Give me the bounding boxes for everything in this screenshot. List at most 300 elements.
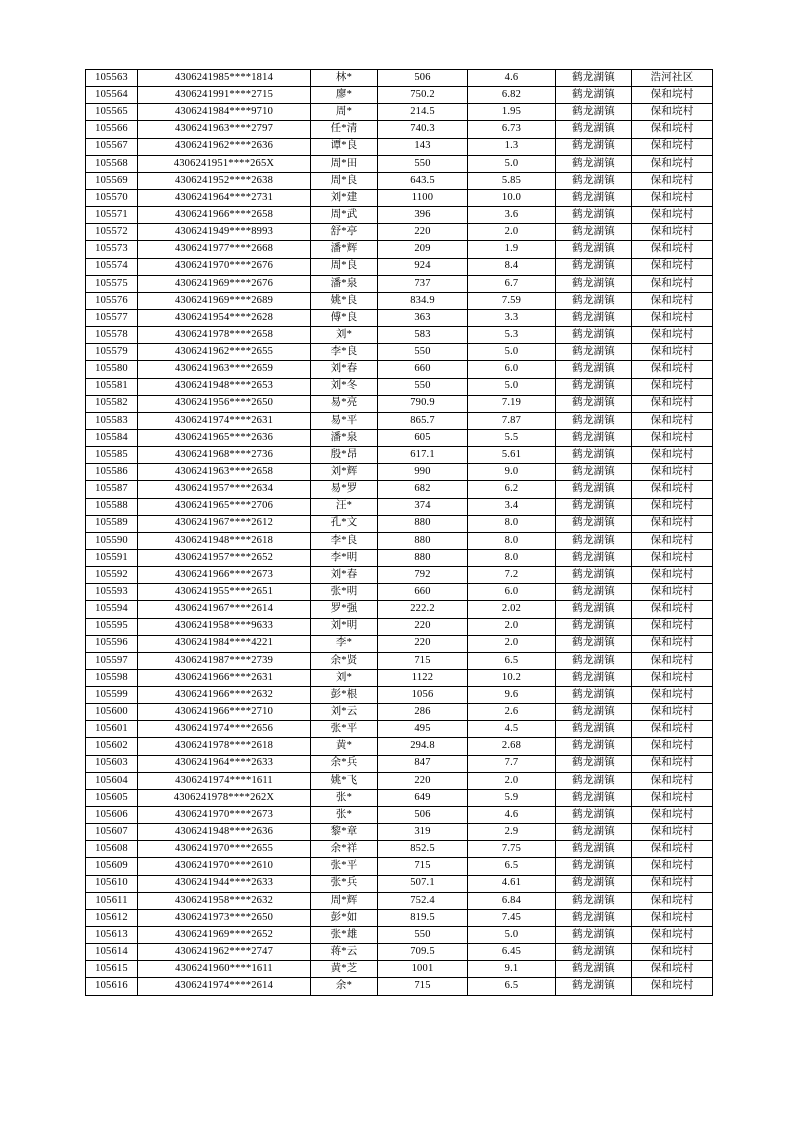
cell-town: 鹤龙湖镇: [556, 241, 632, 258]
cell-amount: 740.3: [378, 121, 468, 138]
cell-id-number: 4306241962****2655: [138, 344, 311, 361]
cell-rate: 6.5: [468, 978, 556, 995]
cell-id-number: 4306241974****1611: [138, 772, 311, 789]
cell-row-number: 105593: [86, 584, 138, 601]
cell-row-number: 105606: [86, 807, 138, 824]
cell-village: 保和垸村: [632, 172, 713, 189]
cell-amount: 495: [378, 721, 468, 738]
cell-amount: 880: [378, 515, 468, 532]
cell-amount: 605: [378, 429, 468, 446]
cell-amount: 363: [378, 309, 468, 326]
cell-village: 保和垸村: [632, 875, 713, 892]
cell-name: 周*武: [311, 207, 378, 224]
table-row: [86, 738, 713, 755]
cell-town: 鹤龙湖镇: [556, 309, 632, 326]
cell-id-number: 4306241965****2706: [138, 498, 311, 515]
cell-amount: 660: [378, 361, 468, 378]
cell-id-number: 4306241978****2658: [138, 327, 311, 344]
cell-town: 鹤龙湖镇: [556, 327, 632, 344]
cell-id-number: 4306241951****265X: [138, 155, 311, 172]
cell-name: 李*: [311, 635, 378, 652]
cell-town: 鹤龙湖镇: [556, 755, 632, 772]
cell-name: 张*平: [311, 721, 378, 738]
cell-town: 鹤龙湖镇: [556, 772, 632, 789]
cell-row-number: 105587: [86, 481, 138, 498]
table-row: [86, 292, 713, 309]
cell-amount: 682: [378, 481, 468, 498]
cell-village: 保和垸村: [632, 738, 713, 755]
cell-rate: 7.59: [468, 292, 556, 309]
cell-rate: 9.6: [468, 687, 556, 704]
cell-amount: 834.9: [378, 292, 468, 309]
cell-amount: 550: [378, 378, 468, 395]
cell-amount: 819.5: [378, 909, 468, 926]
cell-rate: 1.9: [468, 241, 556, 258]
cell-name: 殷*昂: [311, 447, 378, 464]
cell-rate: 10.0: [468, 189, 556, 206]
cell-town: 鹤龙湖镇: [556, 395, 632, 412]
cell-row-number: 105588: [86, 498, 138, 515]
cell-row-number: 105566: [86, 121, 138, 138]
cell-rate: 5.0: [468, 344, 556, 361]
cell-id-number: 4306241952****2638: [138, 172, 311, 189]
cell-row-number: 105565: [86, 104, 138, 121]
cell-id-number: 4306241957****2634: [138, 481, 311, 498]
cell-amount: 790.9: [378, 395, 468, 412]
cell-row-number: 105581: [86, 378, 138, 395]
cell-rate: 7.2: [468, 567, 556, 584]
cell-town: 鹤龙湖镇: [556, 652, 632, 669]
cell-rate: 2.68: [468, 738, 556, 755]
cell-town: 鹤龙湖镇: [556, 789, 632, 806]
cell-name: 李*良: [311, 532, 378, 549]
table-row: [86, 687, 713, 704]
cell-town: 鹤龙湖镇: [556, 978, 632, 995]
table-row: [86, 464, 713, 481]
cell-row-number: 105608: [86, 841, 138, 858]
cell-town: 鹤龙湖镇: [556, 892, 632, 909]
cell-village: 保和垸村: [632, 189, 713, 206]
table-row: [86, 927, 713, 944]
cell-name: 刘*春: [311, 567, 378, 584]
cell-rate: 1.3: [468, 138, 556, 155]
cell-row-number: 105609: [86, 858, 138, 875]
cell-village: 保和垸村: [632, 258, 713, 275]
cell-row-number: 105586: [86, 464, 138, 481]
cell-name: 易*平: [311, 412, 378, 429]
cell-rate: 6.0: [468, 584, 556, 601]
cell-town: 鹤龙湖镇: [556, 909, 632, 926]
cell-row-number: 105573: [86, 241, 138, 258]
cell-town: 鹤龙湖镇: [556, 549, 632, 566]
cell-id-number: 4306241963****2658: [138, 464, 311, 481]
table-row: [86, 961, 713, 978]
cell-town: 鹤龙湖镇: [556, 275, 632, 292]
table-row: [86, 618, 713, 635]
cell-row-number: 105611: [86, 892, 138, 909]
cell-amount: 750.2: [378, 87, 468, 104]
cell-rate: 7.87: [468, 412, 556, 429]
cell-amount: 865.7: [378, 412, 468, 429]
cell-row-number: 105616: [86, 978, 138, 995]
table-row: [86, 601, 713, 618]
cell-village: 保和垸村: [632, 909, 713, 926]
table-row: [86, 241, 713, 258]
cell-row-number: 105576: [86, 292, 138, 309]
cell-rate: 8.0: [468, 515, 556, 532]
cell-name: 廖*: [311, 87, 378, 104]
cell-id-number: 4306241944****2633: [138, 875, 311, 892]
table-row: [86, 824, 713, 841]
table-row: [86, 412, 713, 429]
cell-row-number: 105575: [86, 275, 138, 292]
cell-name: 黄*: [311, 738, 378, 755]
cell-row-number: 105615: [86, 961, 138, 978]
cell-name: 李*明: [311, 549, 378, 566]
cell-village: 保和垸村: [632, 652, 713, 669]
cell-town: 鹤龙湖镇: [556, 584, 632, 601]
cell-name: 谭*良: [311, 138, 378, 155]
cell-rate: 5.0: [468, 927, 556, 944]
cell-row-number: 105589: [86, 515, 138, 532]
cell-rate: 4.6: [468, 807, 556, 824]
cell-town: 鹤龙湖镇: [556, 841, 632, 858]
cell-town: 鹤龙湖镇: [556, 635, 632, 652]
cell-village: 保和垸村: [632, 944, 713, 961]
cell-name: 余*: [311, 978, 378, 995]
table-row: [86, 515, 713, 532]
cell-rate: 6.7: [468, 275, 556, 292]
cell-village: 保和垸村: [632, 155, 713, 172]
cell-row-number: 105578: [86, 327, 138, 344]
cell-rate: 10.2: [468, 669, 556, 686]
cell-rate: 6.2: [468, 481, 556, 498]
cell-rate: 2.0: [468, 224, 556, 241]
cell-row-number: 105595: [86, 618, 138, 635]
cell-rate: 4.5: [468, 721, 556, 738]
cell-id-number: 4306241967****2614: [138, 601, 311, 618]
cell-id-number: 4306241984****9710: [138, 104, 311, 121]
cell-name: 张*: [311, 807, 378, 824]
cell-town: 鹤龙湖镇: [556, 70, 632, 87]
cell-amount: 660: [378, 584, 468, 601]
cell-village: 保和垸村: [632, 978, 713, 995]
cell-town: 鹤龙湖镇: [556, 412, 632, 429]
cell-name: 舒*亭: [311, 224, 378, 241]
cell-id-number: 4306241977****2668: [138, 241, 311, 258]
cell-rate: 3.4: [468, 498, 556, 515]
cell-id-number: 4306241970****2655: [138, 841, 311, 858]
cell-row-number: 105596: [86, 635, 138, 652]
cell-row-number: 105570: [86, 189, 138, 206]
cell-id-number: 4306241969****2676: [138, 275, 311, 292]
cell-village: 保和垸村: [632, 515, 713, 532]
cell-rate: 8.4: [468, 258, 556, 275]
cell-id-number: 4306241987****2739: [138, 652, 311, 669]
cell-village: 保和垸村: [632, 635, 713, 652]
cell-id-number: 4306241978****2618: [138, 738, 311, 755]
cell-rate: 9.1: [468, 961, 556, 978]
cell-id-number: 4306241949****8993: [138, 224, 311, 241]
cell-town: 鹤龙湖镇: [556, 138, 632, 155]
cell-name: 周*辉: [311, 892, 378, 909]
cell-id-number: 4306241963****2797: [138, 121, 311, 138]
cell-name: 蒋*云: [311, 944, 378, 961]
cell-village: 保和垸村: [632, 807, 713, 824]
table-row: [86, 344, 713, 361]
cell-amount: 507.1: [378, 875, 468, 892]
cell-amount: 220: [378, 224, 468, 241]
table-row: [86, 755, 713, 772]
cell-id-number: 4306241962****2747: [138, 944, 311, 961]
cell-name: 姚*良: [311, 292, 378, 309]
cell-village: 保和垸村: [632, 395, 713, 412]
cell-rate: 6.5: [468, 858, 556, 875]
cell-village: 保和垸村: [632, 584, 713, 601]
table-row: [86, 909, 713, 926]
cell-village: 保和垸村: [632, 104, 713, 121]
cell-id-number: 4306241966****2632: [138, 687, 311, 704]
cell-name: 周*良: [311, 258, 378, 275]
table-row: [86, 104, 713, 121]
table-row: [86, 327, 713, 344]
cell-rate: 5.61: [468, 447, 556, 464]
cell-id-number: 4306241974****2631: [138, 412, 311, 429]
cell-id-number: 4306241962****2636: [138, 138, 311, 155]
cell-village: 保和垸村: [632, 275, 713, 292]
cell-amount: 143: [378, 138, 468, 155]
cell-town: 鹤龙湖镇: [556, 172, 632, 189]
cell-village: 保和垸村: [632, 464, 713, 481]
cell-name: 刘*明: [311, 618, 378, 635]
cell-village: 保和垸村: [632, 892, 713, 909]
cell-row-number: 105603: [86, 755, 138, 772]
cell-amount: 852.5: [378, 841, 468, 858]
cell-row-number: 105607: [86, 824, 138, 841]
cell-id-number: 4306241965****2636: [138, 429, 311, 446]
cell-row-number: 105583: [86, 412, 138, 429]
table-row: [86, 789, 713, 806]
cell-row-number: 105602: [86, 738, 138, 755]
table-row: [86, 429, 713, 446]
cell-id-number: 4306241964****2731: [138, 189, 311, 206]
cell-amount: 550: [378, 344, 468, 361]
cell-town: 鹤龙湖镇: [556, 601, 632, 618]
cell-village: 保和垸村: [632, 327, 713, 344]
cell-row-number: 105592: [86, 567, 138, 584]
cell-row-number: 105599: [86, 687, 138, 704]
cell-id-number: 4306241970****2676: [138, 258, 311, 275]
cell-id-number: 4306241956****2650: [138, 395, 311, 412]
cell-row-number: 105612: [86, 909, 138, 926]
cell-village: 保和垸村: [632, 789, 713, 806]
cell-id-number: 4306241954****2628: [138, 309, 311, 326]
table-row: [86, 70, 713, 87]
table-row: [86, 138, 713, 155]
cell-village: 保和垸村: [632, 361, 713, 378]
cell-rate: 5.5: [468, 429, 556, 446]
cell-name: 刘*: [311, 327, 378, 344]
cell-village: 保和垸村: [632, 224, 713, 241]
cell-name: 潘*泉: [311, 429, 378, 446]
table-row: [86, 224, 713, 241]
cell-name: 余*贤: [311, 652, 378, 669]
cell-rate: 5.9: [468, 789, 556, 806]
cell-name: 余*兵: [311, 755, 378, 772]
cell-town: 鹤龙湖镇: [556, 189, 632, 206]
table-row: [86, 892, 713, 909]
cell-id-number: 4306241969****2652: [138, 927, 311, 944]
table-row: [86, 395, 713, 412]
cell-name: 孔*文: [311, 515, 378, 532]
cell-name: 余*祥: [311, 841, 378, 858]
cell-amount: 1056: [378, 687, 468, 704]
cell-name: 张*平: [311, 858, 378, 875]
cell-amount: 847: [378, 755, 468, 772]
cell-town: 鹤龙湖镇: [556, 738, 632, 755]
table-row: [86, 378, 713, 395]
cell-row-number: 105594: [86, 601, 138, 618]
cell-rate: 2.6: [468, 704, 556, 721]
cell-id-number: 4306241974****2656: [138, 721, 311, 738]
cell-name: 刘*春: [311, 361, 378, 378]
cell-town: 鹤龙湖镇: [556, 224, 632, 241]
cell-amount: 715: [378, 652, 468, 669]
cell-village: 保和垸村: [632, 207, 713, 224]
cell-town: 鹤龙湖镇: [556, 447, 632, 464]
cell-amount: 752.4: [378, 892, 468, 909]
cell-amount: 643.5: [378, 172, 468, 189]
cell-village: 保和垸村: [632, 344, 713, 361]
cell-rate: 2.0: [468, 618, 556, 635]
cell-id-number: 4306241948****2653: [138, 378, 311, 395]
cell-name: 易*罗: [311, 481, 378, 498]
cell-village: 保和垸村: [632, 447, 713, 464]
cell-village: 保和垸村: [632, 481, 713, 498]
table-row: [86, 858, 713, 875]
cell-amount: 990: [378, 464, 468, 481]
cell-name: 黎*章: [311, 824, 378, 841]
cell-rate: 6.0: [468, 361, 556, 378]
cell-rate: 6.73: [468, 121, 556, 138]
cell-amount: 506: [378, 70, 468, 87]
cell-village: 保和垸村: [632, 429, 713, 446]
cell-village: 保和垸村: [632, 669, 713, 686]
cell-id-number: 4306241948****2636: [138, 824, 311, 841]
cell-id-number: 4306241955****2651: [138, 584, 311, 601]
cell-amount: 220: [378, 772, 468, 789]
cell-row-number: 105568: [86, 155, 138, 172]
cell-name: 易*亮: [311, 395, 378, 412]
table-row: [86, 275, 713, 292]
cell-rate: 2.0: [468, 635, 556, 652]
table-row: [86, 635, 713, 652]
table-row: [86, 361, 713, 378]
cell-rate: 6.84: [468, 892, 556, 909]
cell-amount: 792: [378, 567, 468, 584]
cell-name: 罗*强: [311, 601, 378, 618]
cell-name: 刘*: [311, 669, 378, 686]
cell-amount: 737: [378, 275, 468, 292]
cell-rate: 1.95: [468, 104, 556, 121]
cell-amount: 214.5: [378, 104, 468, 121]
cell-village: 保和垸村: [632, 824, 713, 841]
cell-row-number: 105569: [86, 172, 138, 189]
table-row: [86, 772, 713, 789]
cell-id-number: 4306241963****2659: [138, 361, 311, 378]
cell-row-number: 105600: [86, 704, 138, 721]
cell-amount: 222.2: [378, 601, 468, 618]
cell-town: 鹤龙湖镇: [556, 721, 632, 738]
cell-rate: 4.6: [468, 70, 556, 87]
table-row: [86, 121, 713, 138]
cell-town: 鹤龙湖镇: [556, 464, 632, 481]
cell-id-number: 4306241973****2650: [138, 909, 311, 926]
cell-name: 张*明: [311, 584, 378, 601]
cell-village: 保和垸村: [632, 138, 713, 155]
cell-name: 周*良: [311, 172, 378, 189]
cell-row-number: 105567: [86, 138, 138, 155]
cell-id-number: 4306241960****1611: [138, 961, 311, 978]
cell-rate: 7.45: [468, 909, 556, 926]
table-row: [86, 207, 713, 224]
cell-name: 周*: [311, 104, 378, 121]
cell-name: 彭*如: [311, 909, 378, 926]
cell-name: 潘*泉: [311, 275, 378, 292]
cell-town: 鹤龙湖镇: [556, 875, 632, 892]
cell-row-number: 105604: [86, 772, 138, 789]
cell-name: 刘*建: [311, 189, 378, 206]
cell-rate: 5.0: [468, 155, 556, 172]
cell-amount: 709.5: [378, 944, 468, 961]
cell-name: 周*田: [311, 155, 378, 172]
cell-town: 鹤龙湖镇: [556, 429, 632, 446]
table-row: [86, 481, 713, 498]
cell-village: 保和垸村: [632, 567, 713, 584]
cell-row-number: 105610: [86, 875, 138, 892]
cell-row-number: 105585: [86, 447, 138, 464]
table-row: [86, 721, 713, 738]
cell-name: 潘*辉: [311, 241, 378, 258]
cell-amount: 396: [378, 207, 468, 224]
cell-village: 保和垸村: [632, 87, 713, 104]
cell-row-number: 105613: [86, 927, 138, 944]
cell-town: 鹤龙湖镇: [556, 687, 632, 704]
cell-amount: 924: [378, 258, 468, 275]
cell-town: 鹤龙湖镇: [556, 207, 632, 224]
cell-amount: 649: [378, 789, 468, 806]
cell-amount: 294.8: [378, 738, 468, 755]
cell-town: 鹤龙湖镇: [556, 807, 632, 824]
table-row: [86, 669, 713, 686]
cell-id-number: 4306241964****2633: [138, 755, 311, 772]
table-row: [86, 498, 713, 515]
cell-town: 鹤龙湖镇: [556, 532, 632, 549]
cell-town: 鹤龙湖镇: [556, 618, 632, 635]
table-row: [86, 944, 713, 961]
cell-row-number: 105584: [86, 429, 138, 446]
cell-amount: 617.1: [378, 447, 468, 464]
table-row: [86, 807, 713, 824]
cell-town: 鹤龙湖镇: [556, 704, 632, 721]
cell-rate: 3.6: [468, 207, 556, 224]
cell-amount: 374: [378, 498, 468, 515]
cell-town: 鹤龙湖镇: [556, 378, 632, 395]
cell-id-number: 4306241970****2673: [138, 807, 311, 824]
cell-row-number: 105579: [86, 344, 138, 361]
cell-village: 保和垸村: [632, 961, 713, 978]
cell-town: 鹤龙湖镇: [556, 87, 632, 104]
